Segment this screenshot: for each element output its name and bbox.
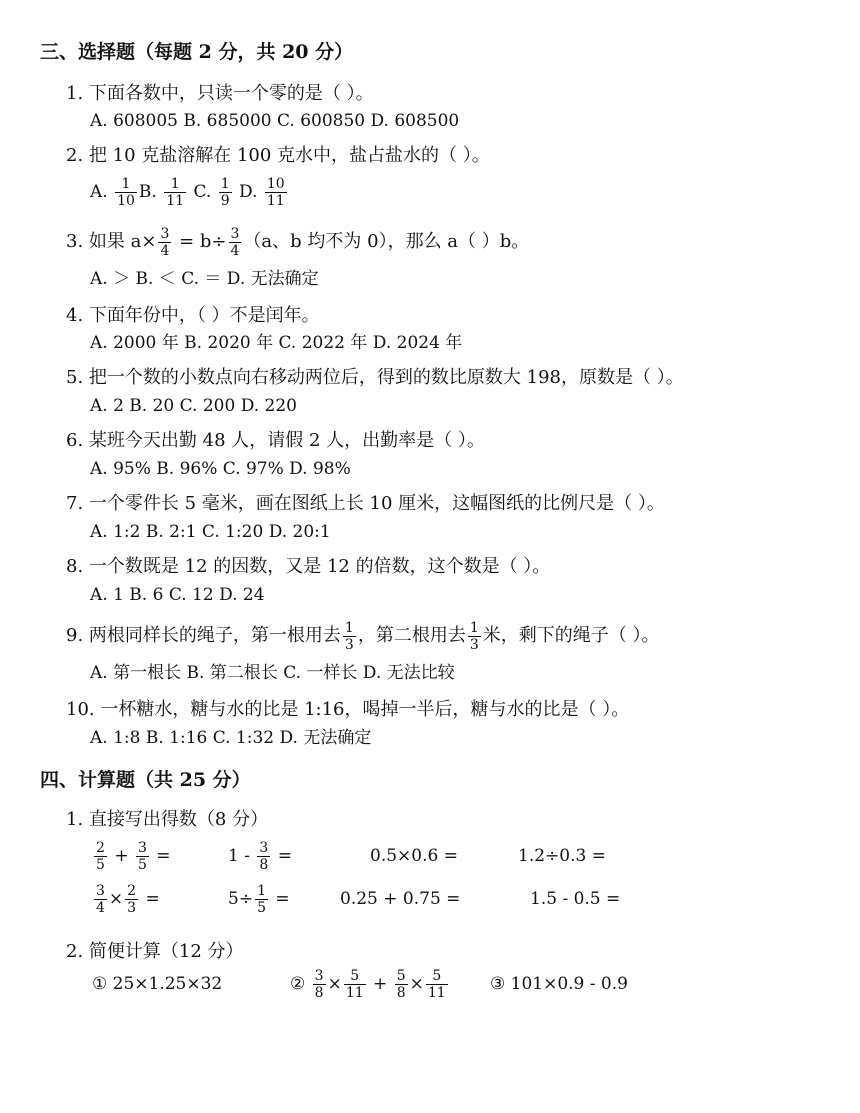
- fraction: $\frac{5}{8}$: [396, 968, 406, 1001]
- question-4-stem: 4. 下面年份中，（ ）不是闰年。: [66, 305, 320, 326]
- fraction: $\frac{2}{3}$: [127, 883, 137, 916]
- question-3-options: A. ＞ B. ＜ C. ＝ D. 无法确定: [90, 269, 319, 289]
- question-9-stem: 9. 两根同样长的绳子，第一根用去 $\frac{1}{3}$ ，第二根用去 $\frac{1}{3}$ 米，剩下的绳子（ ）。: [66, 619, 660, 653]
- section-3-title: 三、选择题（每题 2 分，共 20 分）: [40, 41, 354, 63]
- fraction: $\frac{3}{4}$: [160, 225, 170, 259]
- expr-6: 5÷ $\frac{1}{5}$ =: [228, 883, 290, 916]
- option-b-fraction: $\frac{1}{11}$: [166, 176, 185, 209]
- part-2-title: 2. 简便计算（12 分）: [66, 941, 244, 962]
- option-d-fraction: $\frac{10}{11}$: [266, 176, 285, 209]
- fraction: $\frac{3}{8}$: [259, 840, 269, 873]
- question-7-stem: 7. 一个零件长 5 毫米，画在图纸上长 10 厘米，这幅图纸的比例尺是（ ）。: [66, 493, 665, 514]
- fraction: $\frac{5}{11}$: [427, 968, 446, 1001]
- expr-3: 0.5×0.6 =: [370, 846, 458, 866]
- question-8-options: A. 1 B. 6 C. 12 D. 24: [90, 585, 265, 605]
- fraction: $\frac{1}{5}$: [257, 883, 266, 916]
- question-10-options: A. 1:8 B. 1:16 C. 1:32 D. 无法确定: [90, 728, 372, 748]
- calc-1: ① 25×1.25×32: [92, 974, 223, 994]
- expr-1: $\frac{2}{5}$ + $\frac{3}{5}$ =: [96, 840, 171, 873]
- question-2-options: [90, 172, 289, 212]
- question-3-stem: 3. 如果 a× $\frac{3}{4}$ = b÷ $\frac{3}{4}$ （a、b 均不为 0），那么 a（ ）b。: [66, 225, 530, 259]
- question-2-stem: 2. 把 10 克盐溶解在 100 克水中，盐占盐水的（ ）。: [66, 145, 490, 166]
- question-8-stem: 8. 一个数既是 12 的因数，又是 12 的倍数，这个数是（ ）。: [66, 556, 551, 577]
- question-9-options: A. 第一根长 B. 第二根长 C. 一样长 D. 无法比较: [90, 663, 455, 683]
- fraction: $\frac{1}{3}$: [469, 619, 479, 653]
- question-1-options: A. 608005 B. 685000 C. 600850 D. 608500: [90, 111, 460, 131]
- section-4-title: 四、计算题（共 25 分）: [40, 769, 251, 791]
- question-4-options: A. 2000 年 B. 2020 年 C. 2022 年 D. 2024 年: [90, 333, 463, 353]
- question-1-stem: 1. 下面各数中，只读一个零的是（ ）。: [66, 83, 374, 104]
- option-c-fraction: $\frac{1}{9}$: [220, 176, 230, 209]
- option-a-fraction: $\frac{1}{10}$: [117, 176, 135, 209]
- option-b-label: B.: [138, 182, 157, 202]
- option-d-label: D.: [239, 182, 258, 202]
- expr-4: 1.2÷0.3 =: [518, 846, 606, 866]
- question-6-options: A. 95% B. 96% C. 97% D. 98%: [90, 459, 351, 479]
- fraction: $\frac{5}{11}$: [345, 968, 364, 1001]
- calc-2: ② $\frac{3}{8}$ × $\frac{5}{11}$ + $\frac{5}{8}$ × $\frac{5}{11}$: [290, 968, 446, 1001]
- expr-5: $\frac{3}{4}$ × $\frac{2}{3}$ =: [96, 883, 160, 916]
- fraction: $\frac{3}{4}$: [230, 225, 240, 259]
- question-10-stem: 10. 一杯糖水，糖与水的比是 1:16，喝掉一半后，糖与水的比是（ ）。: [66, 699, 630, 720]
- question-5-stem: 5. 把一个数的小数点向右移动两位后，得到的数比原数大 198，原数是（ ）。: [66, 367, 684, 388]
- fraction: $\frac{1}{3}$: [344, 619, 354, 653]
- calc-3: ③ 101×0.9 - 0.9: [490, 974, 628, 994]
- part-1-title: 1. 直接写出得数（8 分）: [66, 809, 269, 830]
- question-5-options: A. 2 B. 20 C. 200 D. 220: [90, 396, 297, 416]
- fraction: $\frac{3}{5}$: [137, 840, 147, 873]
- fraction: $\frac{3}{8}$: [314, 968, 324, 1001]
- question-6-stem: 6. 某班今天出勤 48 人，请假 2 人，出勤率是（ ）。: [66, 430, 485, 451]
- fraction: $\frac{3}{4}$: [96, 883, 105, 916]
- fraction: $\frac{2}{5}$: [96, 840, 105, 873]
- option-c-label: C.: [193, 182, 212, 202]
- option-a-label: A.: [90, 182, 108, 202]
- expr-2: 1 - $\frac{3}{8}$ =: [228, 840, 292, 873]
- expr-7: 0.25 + 0.75 =: [340, 889, 461, 909]
- question-7-options: A. 1:2 B. 2:1 C. 1:20 D. 20:1: [90, 522, 331, 542]
- expr-8: 1.5 - 0.5 =: [530, 889, 621, 909]
